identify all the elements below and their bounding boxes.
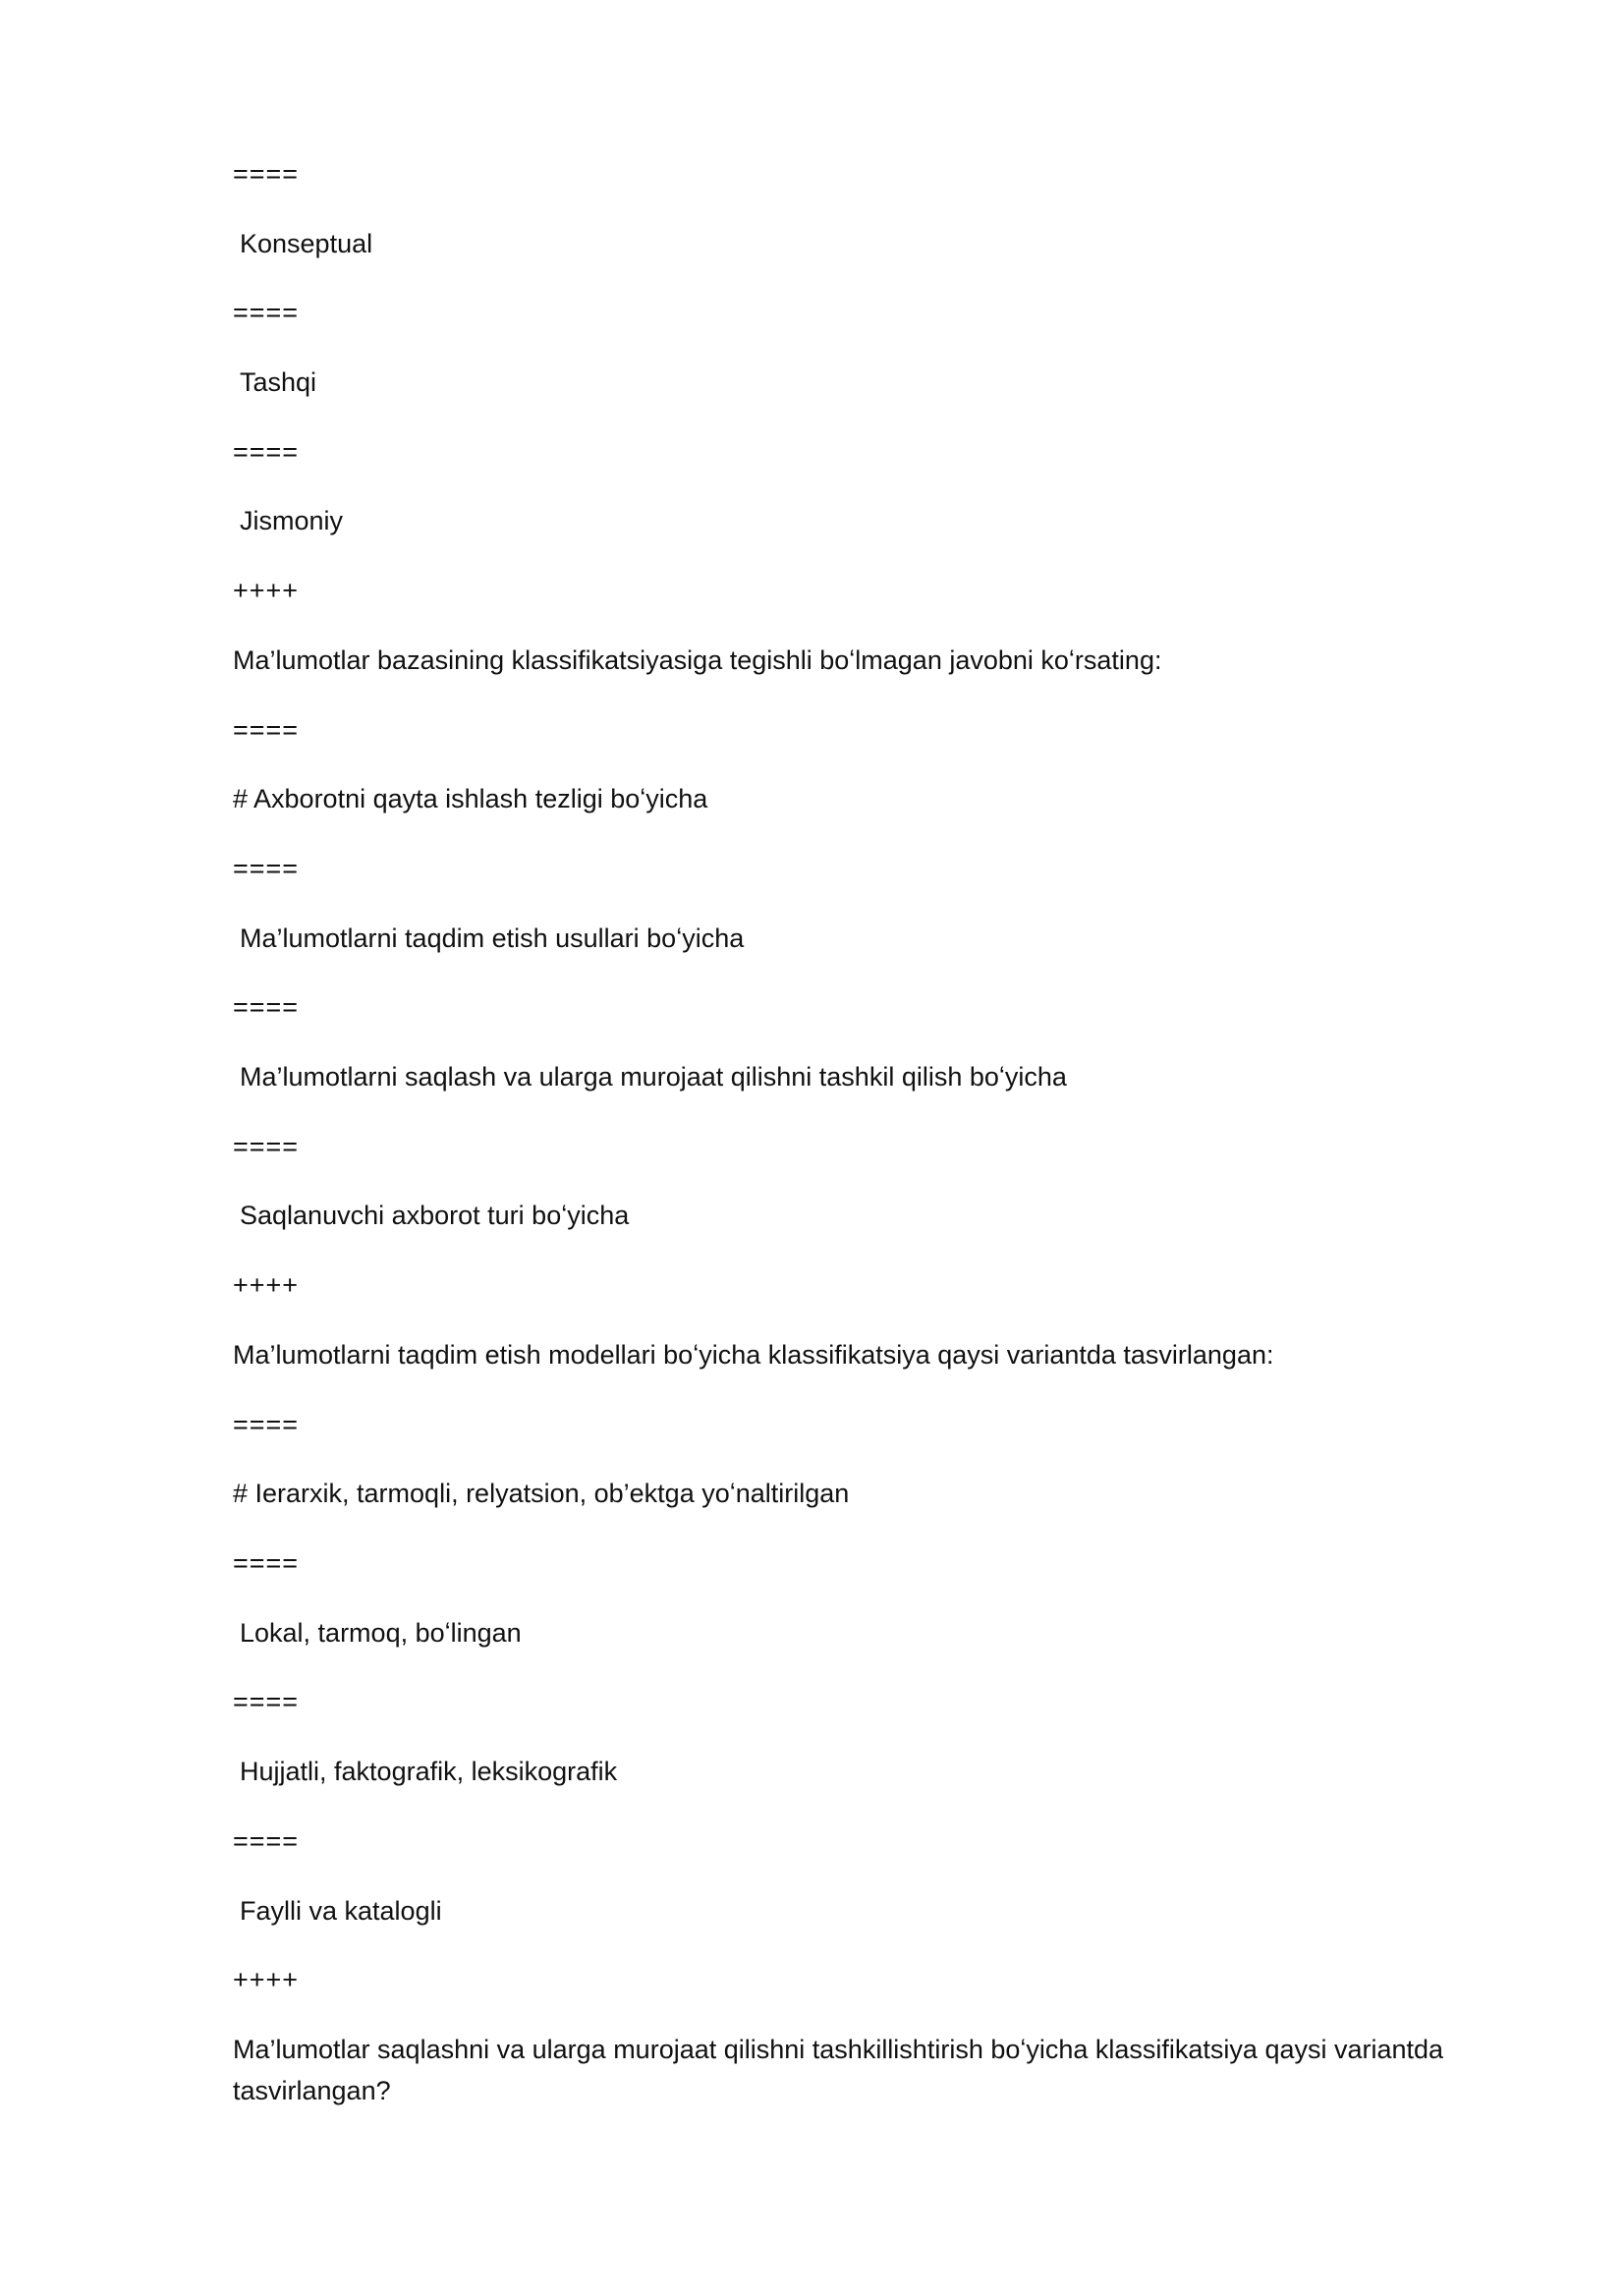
answer-option: Ma’lumotlarni saqlash va ularga murojaat qilishni tashkil qilish boʻyicha: [240, 1062, 1067, 1092]
separator-line: ====: [233, 1410, 300, 1439]
question-separator: ++++: [233, 1965, 300, 1994]
question-separator: ++++: [233, 576, 300, 605]
separator-line: ====: [233, 1687, 300, 1716]
answer-option: Faylli va katalogli: [240, 1896, 442, 1926]
separator-line: ====: [233, 854, 300, 883]
question-text-continuation: tasvirlangan?: [233, 2076, 391, 2105]
question-text: Ma’lumotlarni taqdim etish modellari boʻyicha klassifikatsiya qaysi variantda tasvirlangan:: [233, 1340, 1274, 1370]
separator-line: ====: [233, 1548, 300, 1578]
answer-option: Jismoniy: [240, 506, 344, 535]
answer-option: Ma’lumotlarni taqdim etish usullari boʻyicha: [240, 924, 745, 953]
answer-option: Tashqi: [240, 367, 317, 397]
separator-line: ====: [233, 992, 300, 1022]
separator-line: ====: [233, 159, 300, 189]
separator-line: ====: [233, 1826, 300, 1856]
answer-option: Hujjatli, faktografik, leksikografik: [240, 1757, 618, 1786]
answer-option: Lokal, tarmoq, boʻlingan: [240, 1618, 522, 1648]
separator-line: ====: [233, 437, 300, 467]
separator-line: ====: [233, 1132, 300, 1161]
separator-line: ====: [233, 298, 300, 327]
question-separator: ++++: [233, 1270, 300, 1300]
separator-line: ====: [233, 715, 300, 745]
correct-answer-option: # Ierarxik, tarmoqli, relyatsion, ob’ektga yoʻnaltirilgan: [233, 1479, 850, 1508]
question-text: Ma’lumotlar saqlashni va ularga murojaat qilishni tashkillishtirish boʻyicha klassifikatsiya qaysi variantda: [233, 2035, 1444, 2064]
answer-option: Saqlanuvchi axborot turi boʻyicha: [240, 1201, 630, 1230]
correct-answer-option: # Axborotni qayta ishlash tezligi boʻyicha: [233, 784, 708, 813]
answer-option: Konseptual: [240, 229, 373, 258]
question-text: Ma’lumotlar bazasining klassifikatsiyasiga tegishli boʻlmagan javobni koʻrsating:: [233, 645, 1162, 675]
